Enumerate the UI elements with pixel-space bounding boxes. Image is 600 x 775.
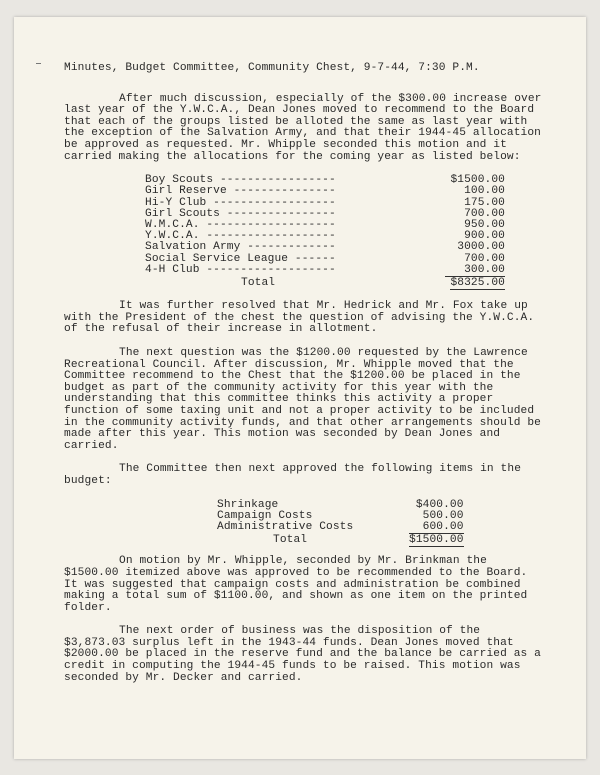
table-row: Girl Reserve --------------- 100.00 <box>145 185 505 198</box>
document-page <box>14 17 586 759</box>
margin-mark <box>36 63 41 64</box>
page-title: Minutes, Budget Committee, Community Chest, 9-7-44, 7:30 P.M. <box>64 62 480 74</box>
table-row: W.M.C.A. ------------------- 950.00 <box>145 218 505 231</box>
paragraph-budget-items-intro: The Committee then next approved the following items in the budget: <box>64 463 522 487</box>
table-row: Social Service League ------ 700.00 <box>145 252 505 265</box>
paragraph-whipple-motion: On motion by Mr. Whipple, seconded by Mr. Brinkman the $1500.00 itemized above was approved to be recommended to the Board. It was suggested that campaign costs and administration be combined making a total sum of $1100.00, and shown as one item on the printed folder. <box>64 555 528 614</box>
table-row: Girl Scouts ---------------- 700.00 <box>145 207 505 220</box>
paragraph-allocation-motion: After much discussion, especially of the $300.00 increase over last year of the Y.W.C.A., Dean Jones moved to recommend to the Board that each of the groups listed be alloted the same as last year with the exception of the Salvation Army, and that their 1944-45 allocation be approved as requested. Mr. Whipple seconded this motion and it carried making the allocations for the coming year as listed below: <box>64 92 542 163</box>
allocations-table <box>145 175 505 289</box>
total-row: Total $8325.00 <box>241 276 505 289</box>
budget-total: $1500.00 <box>409 534 464 547</box>
paragraph-recreational-council: The next question was the $1200.00 requested by the Lawrence Recreational Council. After discussion, Mr. Whipple moved that the Committee recommend to the Chest that the $1200.00 be placed in the budget as part of the community activity for this year with the understanding that this committee thinks this activity a proper function of some taxing unit and not a proper activity to be included in the community activity funds, and that other arrangements should be made after this year. This motion was seconded by Dean Jones and carried. <box>64 346 541 452</box>
paragraph-ywca-resolution: It was further resolved that Mr. Hedrick and Mr. Fox take up with the President of the chest the question of advising the Y.W.C.A. of the refusal of their increase in allotment. <box>64 300 535 336</box>
minutes-text <box>64 63 546 696</box>
table-row: Shrinkage $400.00 <box>217 498 464 511</box>
table-row: Administrative Costs 600.00 <box>217 520 464 534</box>
total-row: Total $1500.00 <box>273 533 464 547</box>
allocations-total: $8325.00 <box>450 276 505 289</box>
table-row: Campaign Costs 500.00 <box>217 509 464 522</box>
table-row: Hi-Y Club ------------------ 175.00 <box>145 196 505 209</box>
table-row: 4-H Club ------------------- 300.00 <box>145 263 505 277</box>
table-row: Y.W.C.A. ------------------- 900.00 <box>145 230 505 243</box>
table-row: Boy Scouts ----------------- $1500.00 <box>145 174 505 187</box>
table-row: Salvation Army ------------- 3000.00 <box>145 241 505 254</box>
paragraph-surplus-disposition: The next order of business was the disposition of the $3,873.03 surplus left in the 1943-44 funds. Dean Jones moved that $2000.00 be placed in the reserve fund and the balance be carried as a credit in computing the 1944-45 funds to be raised. This motion was seconded by Mr. Decker and carried. <box>64 625 541 684</box>
budget-items-table <box>217 500 464 547</box>
